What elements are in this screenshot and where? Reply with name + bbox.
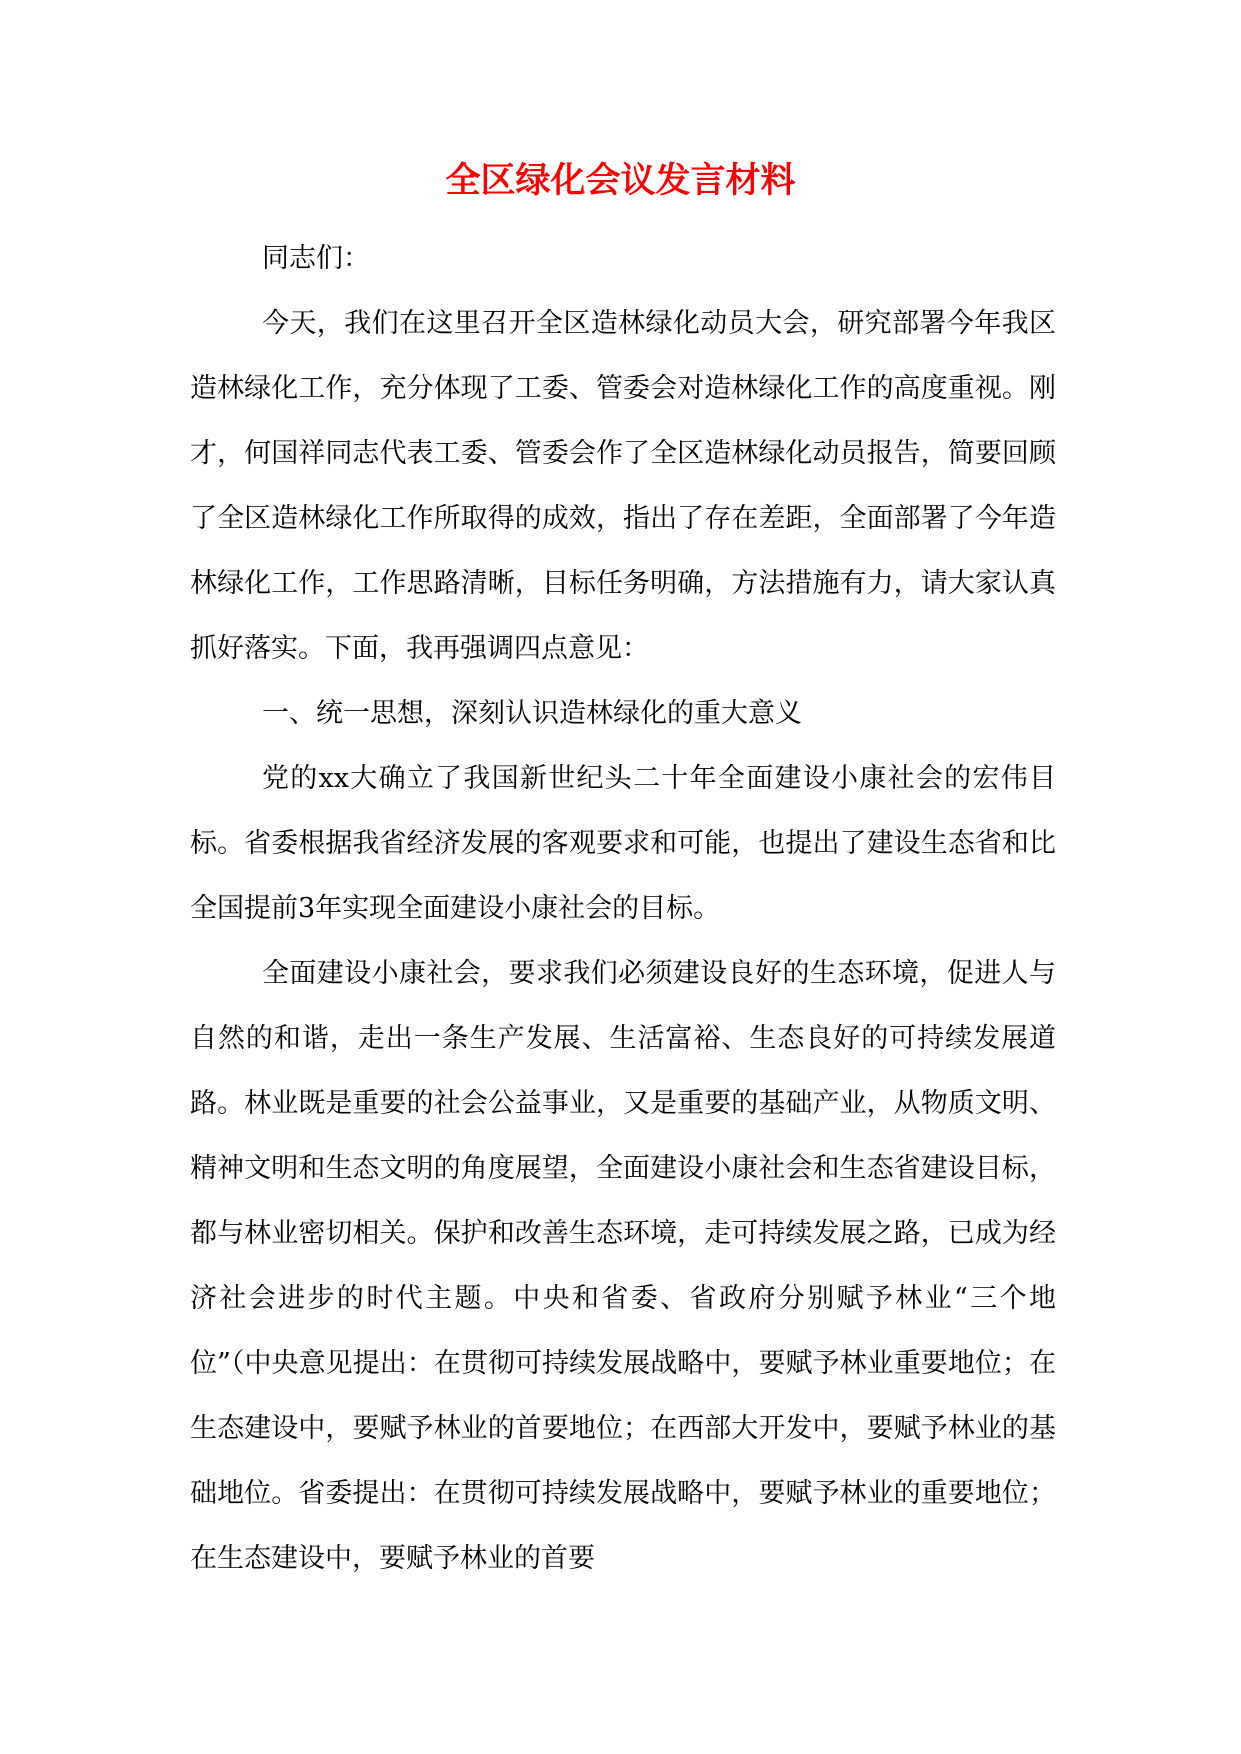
document-body xyxy=(190,226,1056,1591)
document-title: 全区绿化会议发言材料 xyxy=(445,160,796,201)
salutation: 同志们： xyxy=(262,243,370,274)
paragraph: 全面建设小康社会，要求我们必须建设良好的生态环境，促进人与自然的和谐，走出一条生产发展、生活富裕、生态良好的可持续发展道路。林业既是重要的社会公益事业，又是重要的基础产业，从物质文明、精神文明和生态文明的角度展望，全面建设小康社会和生态省建设目标，都与林业密切相关。保护和改善生态环境，走可持续发展之路，已成为经济社会进步的时代主题。中央和省委、省政府分别赋予林业“三个地位”（中央意见提出：在贯彻可持续发展战略中，要赋予林业重要地位；在生态建设中，要赋予林业的首要地位；在西部大开发中，要赋予林业的基础地位。省委提出：在贯彻可持续发展战略中，要赋予林业的重要地位；在生态建设中，要赋予林业的首要 xyxy=(190,958,1056,1574)
paragraph: 党的xx大确立了我国新世纪头二十年全面建设小康社会的宏伟目标。省委根据我省经济发展的客观要求和可能，也提出了建设生态省和比全国提前3年实现全面建设小康社会的目标。 xyxy=(190,763,1056,924)
paragraph-opening: 今天，我们在这里召开全区造林绿化动员大会，研究部署今年我区造林绿化工作，充分体现了工委、管委会对造林绿化工作的高度重视。刚才，何国祥同志代表工委、管委会作了全区造林绿化动员报告，简要回顾了全区造林绿化工作所取得的成效，指出了存在差距，全面部署了今年造林绿化工作，工作思路清晰，目标任务明确，方法措施有力，请大家认真抓好落实。下面，我再强调四点意见： xyxy=(190,308,1056,664)
section-heading: 一、统一思想，深刻认识造林绿化的重大意义 xyxy=(262,698,802,729)
